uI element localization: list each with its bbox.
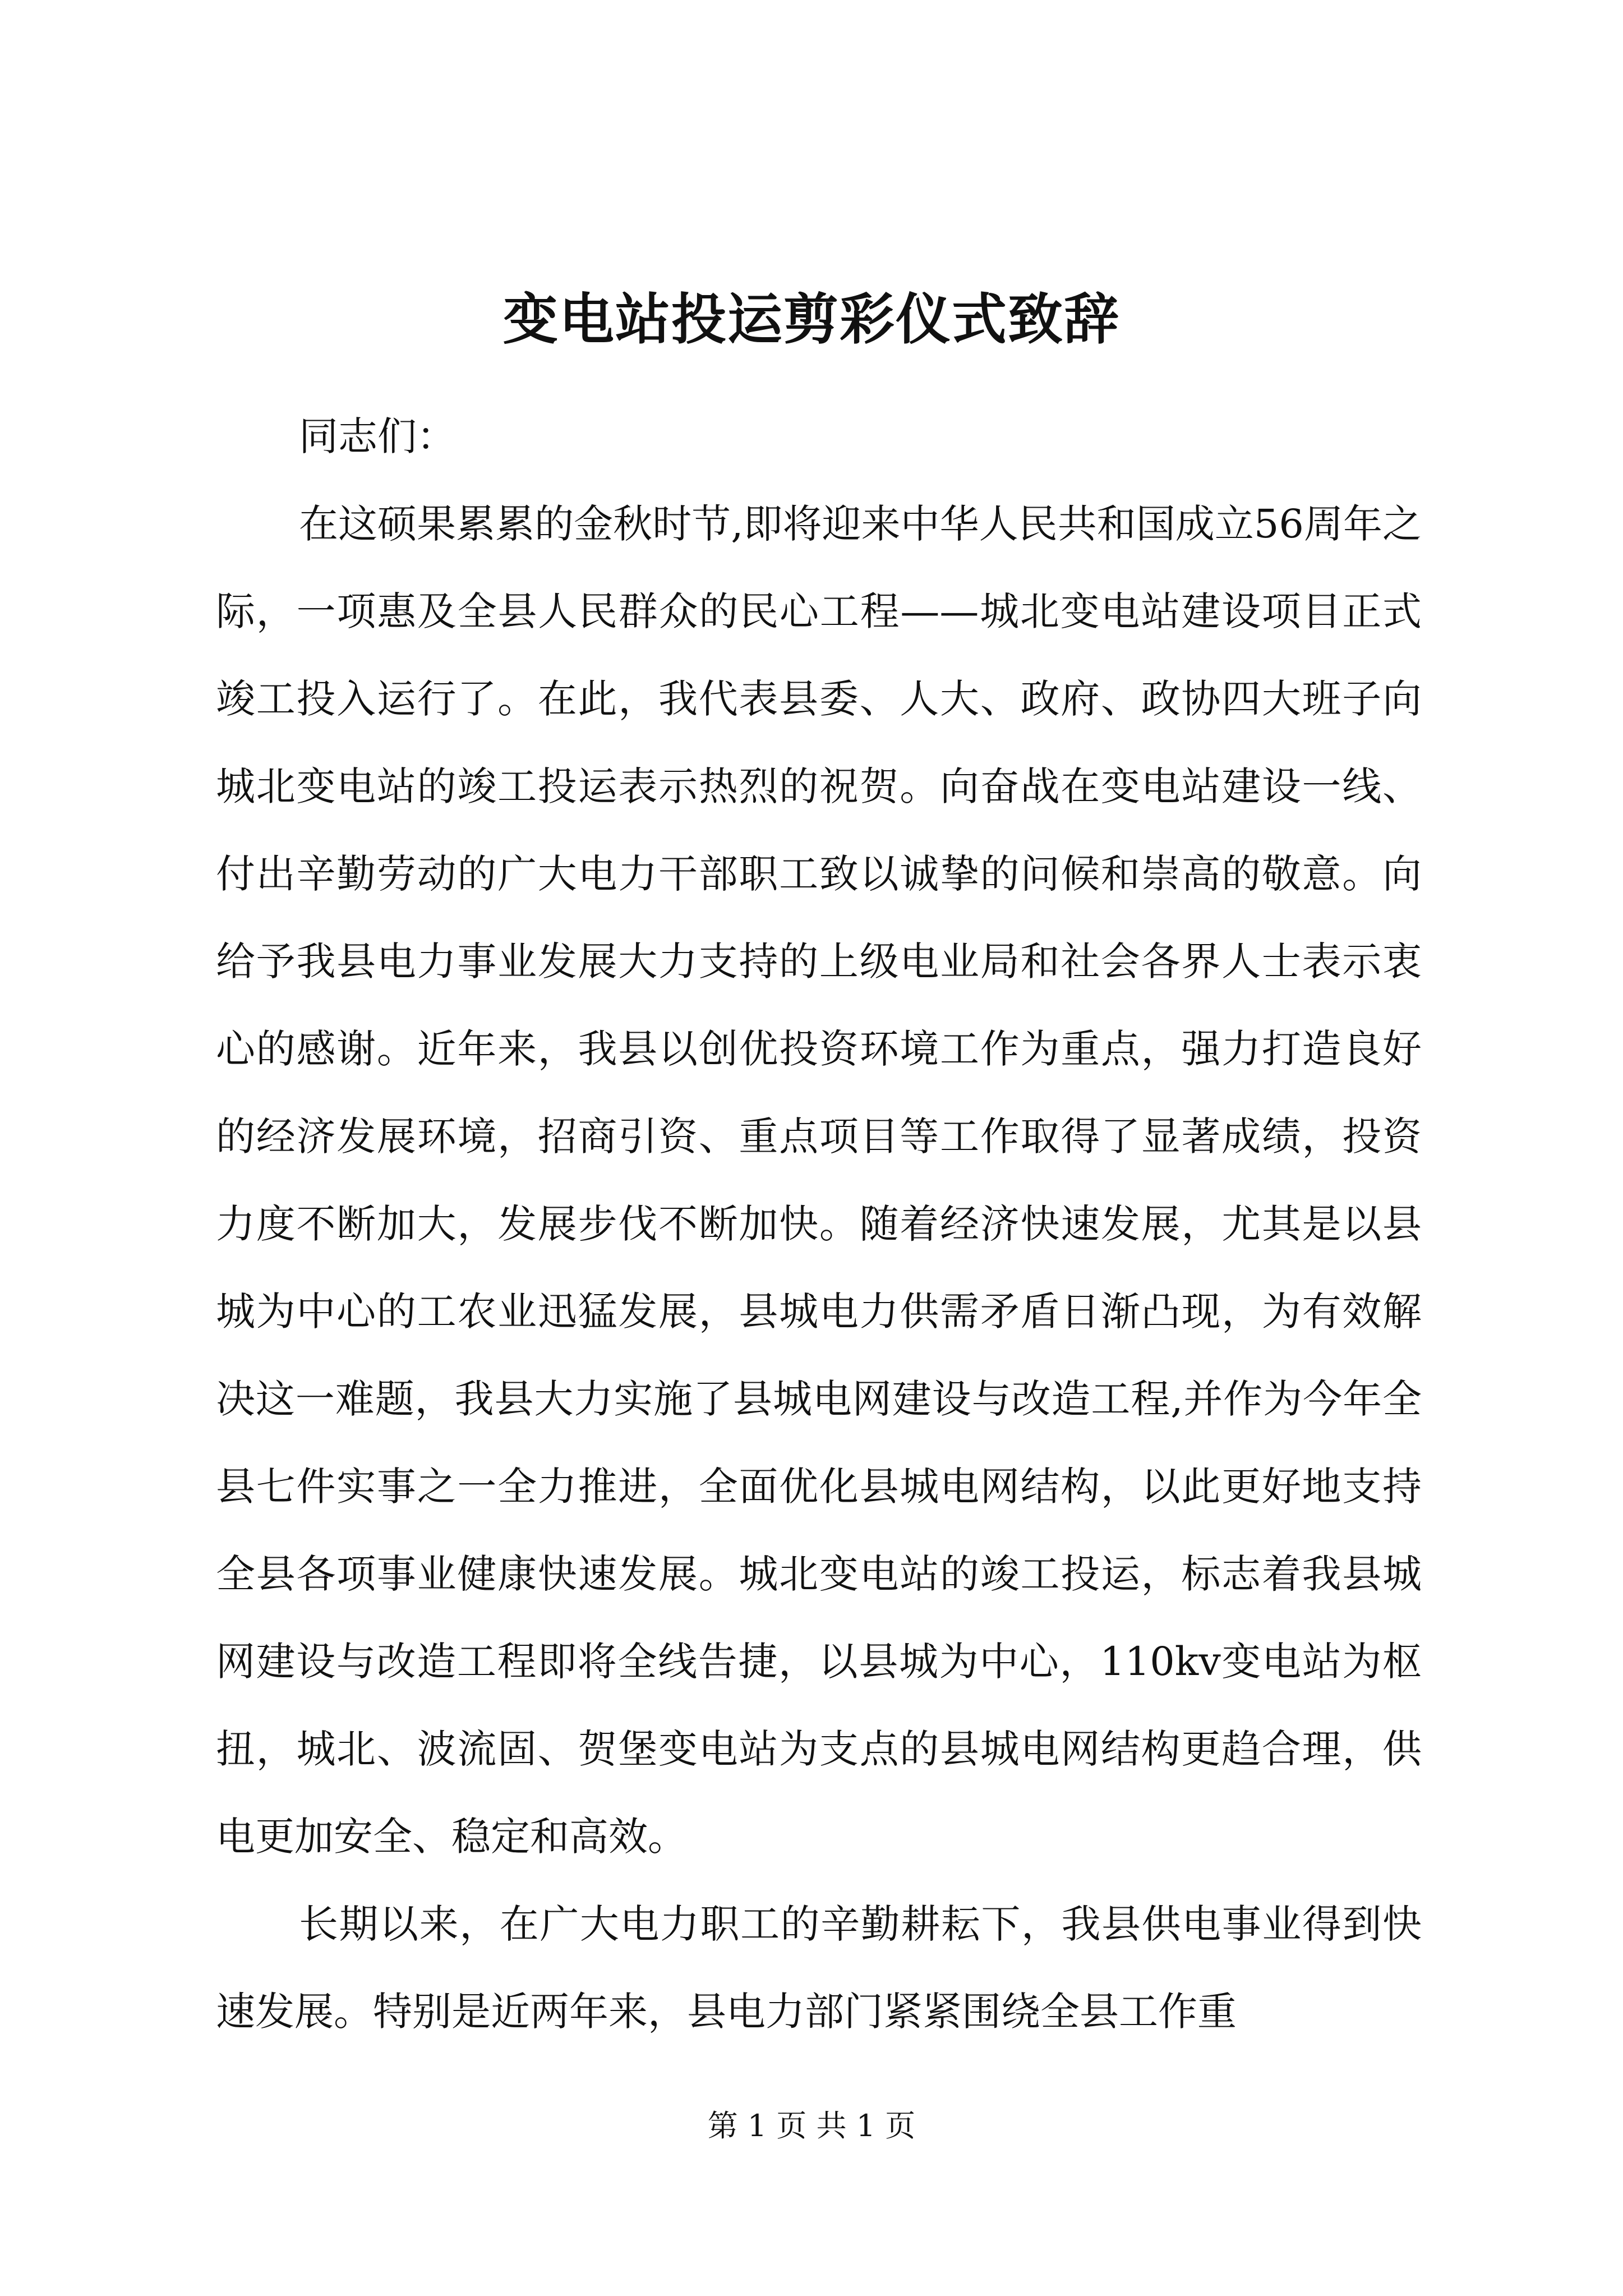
page-footer: 第 1 页 共 1 页 xyxy=(707,2108,916,2143)
paragraph-1: 在这硕果累累的金秋时节,即将迎来中华人民共和国成立56周年之际，一项惠及全县人民群众的民心工程——城北变电站建设项目正式竣工投入运行了。在此，我代表县委、人大、政府、政协四大班子向城北变电站的竣工投运表示热烈的祝贺。向奋战在变电站建设一线、付出辛勤劳动的广大电力干部职工致以诚挚的问候和崇高的敬意。向给予我县电力事业发展大力支持的上级电业局和社会各界人士表示衷心的感谢。近年来，我县以创优投资环境工作为重点，强力打造良好的经济发展环境，招商引资、重点项目等工作取得了显著成绩，投资力度不断加大，发展步伐不断加快。随着经济快速发展，尤其是以县城为中心的工农业迅猛发展，县城电力供需矛盾日渐凸现，为有效解决这一难题，我县大力实施了县城电网建设与改造工程,并作为今年全县七件实事之一全力推进，全面优化县城电网结构，以此更好地支持全县各项事业健康快速发展。城北变电站的竣工投运，标志着我县城网建设与改造工程即将全线告捷，以县城为中心，110kv变电站为枢扭，城北、波流固、贺堡变电站为支点的县城电网结构更趋合理，供电更加安全、稳定和高效。 xyxy=(216,501,1422,1860)
document-title: 变电站投运剪彩仪式致辞 xyxy=(502,287,1120,352)
paragraph-2: 长期以来，在广大电力职工的辛勤耕耘下，我县供电事业得到快速发展。特别是近两年来，县电力部门紧紧围绕全县工作重 xyxy=(216,1901,1422,2035)
document-body xyxy=(216,393,1422,2055)
salutation: 同志们： xyxy=(299,413,456,459)
